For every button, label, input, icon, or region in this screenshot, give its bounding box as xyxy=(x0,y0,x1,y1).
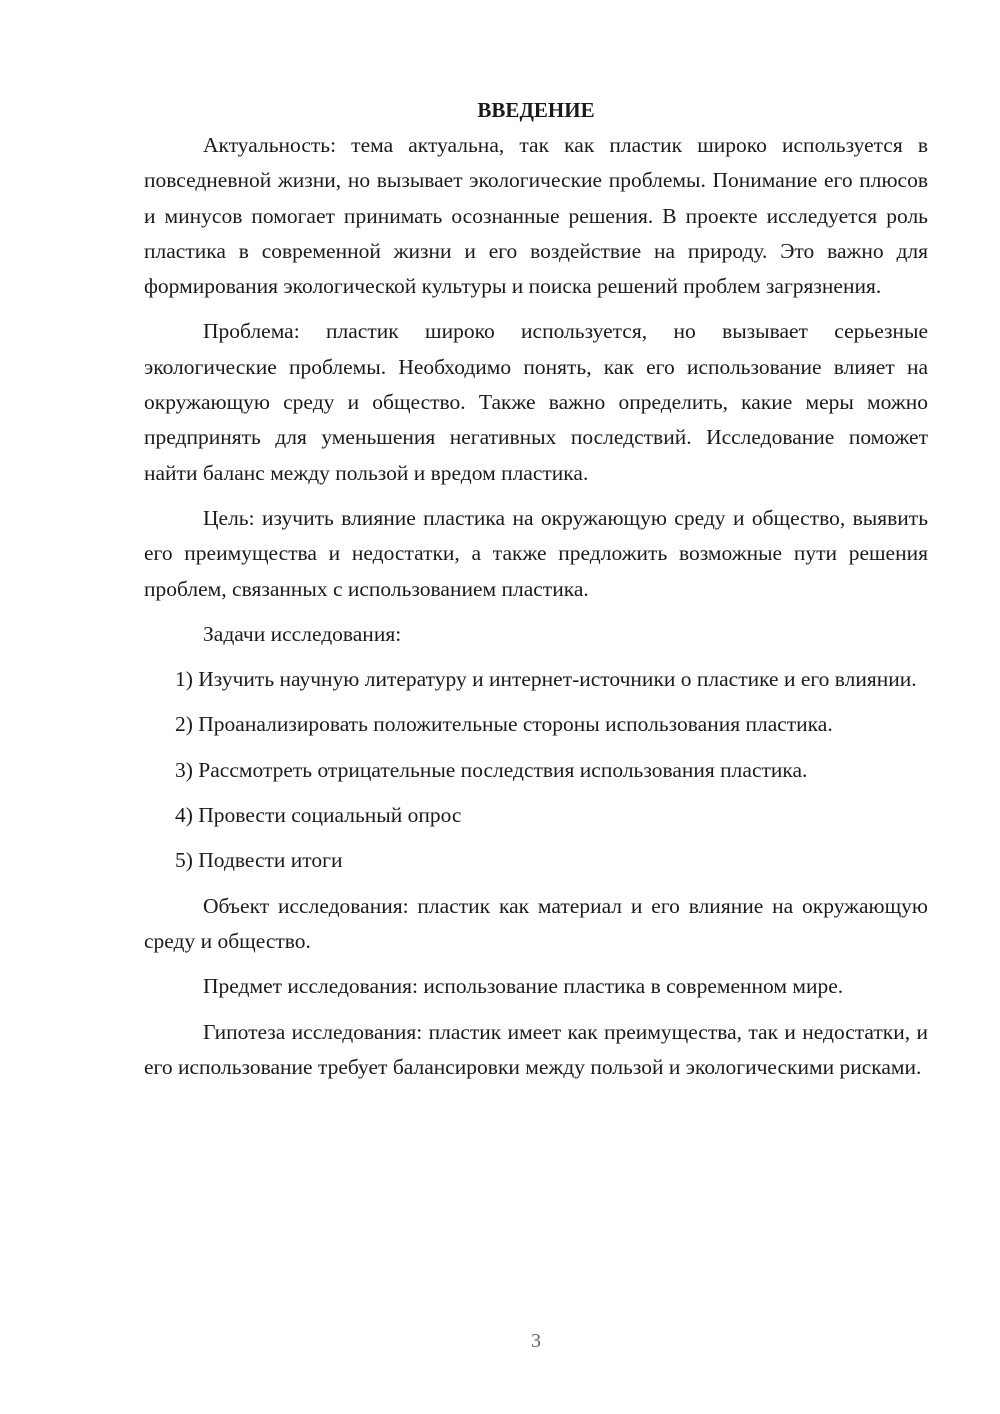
paragraph-object: Объект исследования: пластик как материал и его влияние на окружающую среду и общество. xyxy=(144,893,928,953)
paragraph-tasks-heading: Задачи исследования: xyxy=(203,621,402,646)
task-item-3: 3) Рассмотреть отрицательные последствия использования пластика. xyxy=(175,757,808,782)
paragraph-hypothesis: Гипотеза исследования: пластик имеет как преимущества, так и недостатки, и его использование требует балансировки между пользой и экологическими рисками. xyxy=(144,1019,928,1079)
paragraph-problem: Проблема: пластик широко используется, но вызывает серьезные экологические проблемы. Необходимо понять, как его использование влияет на окружающую среду и общество. Также важно определить, какие меры можно предпринять для уменьшения негативных последствий. Исследование поможет найти баланс между пользой и вредом пластика. xyxy=(144,319,928,485)
paragraph-relevance: Актуальность: тема актуальна, так как пластик широко используется в повседневной жизни, но вызывает экологические проблемы. Понимание его плюсов и минусов помогает принимать осознанные решения. В проекте исследуется роль пластика в современной жизни и его воздействие на природу. Это важно для формирования экологической культуры и поиска решений проблем загрязнения. xyxy=(144,133,928,299)
paragraph-goal: Цель: изучить влияние пластика на окружающую среду и общество, выявить его преимущества и недостатки, а также предложить возможные пути решения проблем, связанных с использованием пластика. xyxy=(144,505,928,601)
task-item-1: 1) Изучить научную литературу и интернет-источники о пластике и его влиянии. xyxy=(175,667,917,692)
paragraph-subject: Предмет исследования: использование пластика в современном мире. xyxy=(203,974,844,999)
task-item-4: 4) Провести социальный опрос xyxy=(175,803,462,828)
task-item-5: 5) Подвести итоги xyxy=(175,848,343,873)
task-item-2: 2) Проанализировать положительные стороны использования пластика. xyxy=(175,712,833,737)
page-number: 3 xyxy=(531,1330,541,1352)
document-page xyxy=(144,92,928,1095)
section-title: ВВЕДЕНИЕ xyxy=(477,98,595,122)
